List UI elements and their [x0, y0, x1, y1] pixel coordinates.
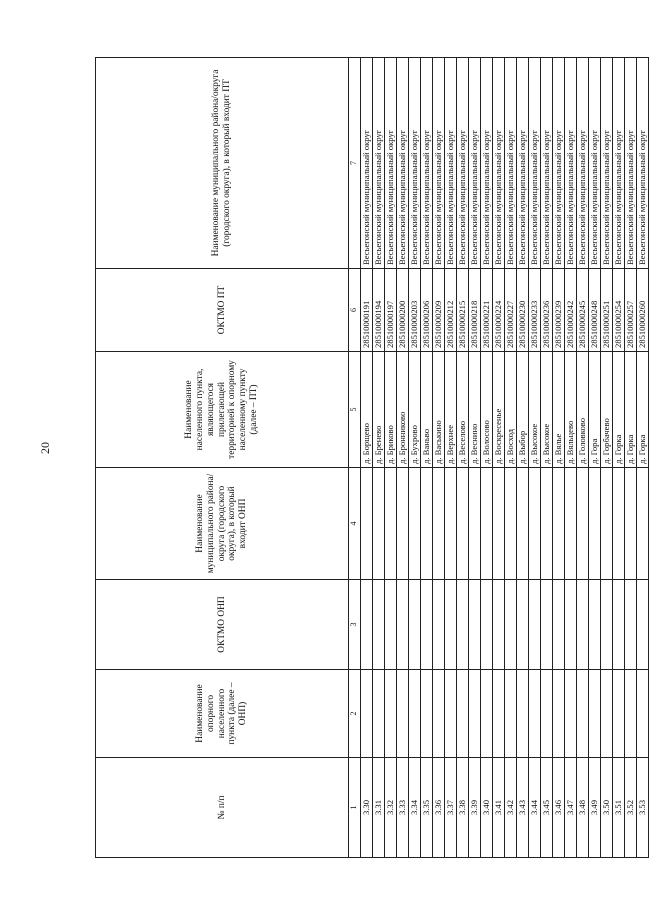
- pt-oktmo-cell: 28510000257: [625, 269, 637, 352]
- row-number-cell: 3.32: [385, 758, 397, 858]
- onp-oktmo-cell: [421, 580, 433, 670]
- table-row: [481, 58, 493, 858]
- pt-oktmo-cell: 28510000212: [445, 269, 457, 352]
- header-cell: ОКТМО ОНП: [96, 580, 349, 670]
- onp-name-cell: [385, 670, 397, 758]
- pt-name-cell: д. Васькино: [433, 352, 445, 468]
- column-number: 2: [349, 670, 361, 758]
- onp-district-cell: [613, 468, 625, 580]
- header-cell: Наименование населенного пункта, являющегося прилегающей территорией к опорному населенному пункту (далее – ПТ): [96, 352, 349, 468]
- onp-district-cell: [481, 468, 493, 580]
- onp-oktmo-cell: [505, 580, 517, 670]
- pt-oktmo-cell: 28510000191: [361, 269, 373, 352]
- row-number-cell: 3.39: [469, 758, 481, 858]
- pt-name-cell: д. Высокое: [541, 352, 553, 468]
- onp-name-cell: [421, 670, 433, 758]
- pt-district-cell: Весьегонский муниципальный округ: [505, 58, 517, 269]
- pt-name-cell: д. Горбачево: [601, 352, 613, 468]
- pt-name-cell: д. Волосово: [481, 352, 493, 468]
- pt-oktmo-cell: 28510000248: [589, 269, 601, 352]
- pt-name-cell: д. Вялье: [553, 352, 565, 468]
- pt-district-cell: Весьегонский муниципальный округ: [481, 58, 493, 269]
- pt-district-cell: Весьегонский муниципальный округ: [529, 58, 541, 269]
- pt-oktmo-cell: 28510000224: [493, 269, 505, 352]
- header-cell: Наименование муниципального района/округа (городского округа), в который входит ОНП: [96, 468, 349, 580]
- table-row: [397, 58, 409, 858]
- settlements-table: [95, 57, 649, 858]
- onp-district-cell: [385, 468, 397, 580]
- onp-oktmo-cell: [625, 580, 637, 670]
- onp-oktmo-cell: [385, 580, 397, 670]
- page-number: 20: [38, 442, 52, 454]
- pt-district-cell: Весьегонский муниципальный округ: [409, 58, 421, 269]
- onp-name-cell: [445, 670, 457, 758]
- column-number: 5: [349, 352, 361, 468]
- pt-oktmo-cell: 28510000194: [373, 269, 385, 352]
- pt-oktmo-cell: 28510000206: [421, 269, 433, 352]
- onp-oktmo-cell: [493, 580, 505, 670]
- pt-name-cell: д. Ваньво: [421, 352, 433, 468]
- onp-name-cell: [589, 670, 601, 758]
- column-number: 6: [349, 269, 361, 352]
- onp-name-cell: [637, 670, 649, 758]
- pt-name-cell: д. Горка: [625, 352, 637, 468]
- table-row: [361, 58, 373, 858]
- row-number-cell: 3.43: [517, 758, 529, 858]
- pt-district-cell: Весьегонский муниципальный округ: [601, 58, 613, 269]
- pt-name-cell: д. Восход: [505, 352, 517, 468]
- pt-district-cell: Весьегонский муниципальный округ: [385, 58, 397, 269]
- onp-name-cell: [541, 670, 553, 758]
- table-row: [517, 58, 529, 858]
- onp-district-cell: [517, 468, 529, 580]
- onp-district-cell: [565, 468, 577, 580]
- onp-name-cell: [565, 670, 577, 758]
- pt-district-cell: Весьегонский муниципальный округ: [445, 58, 457, 269]
- pt-oktmo-cell: 28510000209: [433, 269, 445, 352]
- onp-name-cell: [361, 670, 373, 758]
- pt-oktmo-cell: 28510000203: [409, 269, 421, 352]
- onp-oktmo-cell: [613, 580, 625, 670]
- pt-name-cell: д. Высокое: [529, 352, 541, 468]
- table-row: [601, 58, 613, 858]
- row-number-cell: 3.49: [589, 758, 601, 858]
- onp-district-cell: [457, 468, 469, 580]
- pt-name-cell: д. Головково: [577, 352, 589, 468]
- pt-oktmo-cell: 28510000230: [517, 269, 529, 352]
- pt-name-cell: д. Борщево: [361, 352, 373, 468]
- table-body: [361, 58, 649, 858]
- row-number-cell: 3.37: [445, 758, 457, 858]
- row-number-cell: 3.51: [613, 758, 625, 858]
- row-number-cell: 3.44: [529, 758, 541, 858]
- onp-district-cell: [409, 468, 421, 580]
- pt-district-cell: Весьегонский муниципальный округ: [421, 58, 433, 269]
- rotated-table-wrapper: [95, 58, 647, 858]
- pt-district-cell: Весьегонский муниципальный округ: [517, 58, 529, 269]
- onp-district-cell: [577, 468, 589, 580]
- onp-name-cell: [505, 670, 517, 758]
- pt-district-cell: Весьегонский муниципальный округ: [577, 58, 589, 269]
- onp-oktmo-cell: [409, 580, 421, 670]
- onp-name-cell: [529, 670, 541, 758]
- onp-name-cell: [625, 670, 637, 758]
- table-row: [541, 58, 553, 858]
- onp-district-cell: [541, 468, 553, 580]
- table-row: [637, 58, 649, 858]
- row-number-cell: 3.35: [421, 758, 433, 858]
- header-row: [96, 58, 349, 858]
- onp-oktmo-cell: [589, 580, 601, 670]
- row-number-cell: 3.36: [433, 758, 445, 858]
- onp-name-cell: [433, 670, 445, 758]
- onp-oktmo-cell: [397, 580, 409, 670]
- pt-district-cell: Весьегонский муниципальный округ: [493, 58, 505, 269]
- onp-oktmo-cell: [529, 580, 541, 670]
- pt-name-cell: д. Воскресенье: [493, 352, 505, 468]
- row-number-cell: 3.30: [361, 758, 373, 858]
- pt-name-cell: д. Бриково: [385, 352, 397, 468]
- row-number-cell: 3.33: [397, 758, 409, 858]
- onp-name-cell: [457, 670, 469, 758]
- onp-district-cell: [433, 468, 445, 580]
- onp-name-cell: [601, 670, 613, 758]
- pt-oktmo-cell: 28510000245: [577, 269, 589, 352]
- pt-name-cell: д. Горка: [637, 352, 649, 468]
- onp-oktmo-cell: [637, 580, 649, 670]
- row-number-cell: 3.42: [505, 758, 517, 858]
- pt-district-cell: Весьегонский муниципальный округ: [565, 58, 577, 269]
- onp-district-cell: [589, 468, 601, 580]
- pt-oktmo-cell: 28510000215: [457, 269, 469, 352]
- onp-district-cell: [397, 468, 409, 580]
- onp-name-cell: [553, 670, 565, 758]
- onp-oktmo-cell: [373, 580, 385, 670]
- onp-oktmo-cell: [553, 580, 565, 670]
- pt-oktmo-cell: 28510000200: [397, 269, 409, 352]
- onp-district-cell: [505, 468, 517, 580]
- pt-district-cell: Весьегонский муниципальный округ: [361, 58, 373, 269]
- pt-district-cell: Весьегонский муниципальный округ: [457, 58, 469, 269]
- onp-oktmo-cell: [433, 580, 445, 670]
- onp-name-cell: [577, 670, 589, 758]
- table-row: [625, 58, 637, 858]
- table-row: [457, 58, 469, 858]
- onp-oktmo-cell: [577, 580, 589, 670]
- pt-name-cell: д. Бухрово: [409, 352, 421, 468]
- pt-name-cell: д. Горка: [613, 352, 625, 468]
- onp-name-cell: [613, 670, 625, 758]
- row-number-cell: 3.45: [541, 758, 553, 858]
- pt-name-cell: д. Веселово: [457, 352, 469, 468]
- pt-oktmo-cell: 28510000239: [553, 269, 565, 352]
- pt-district-cell: Весьегонский муниципальный округ: [373, 58, 385, 269]
- table-row: [421, 58, 433, 858]
- table-row: [469, 58, 481, 858]
- onp-name-cell: [517, 670, 529, 758]
- onp-district-cell: [637, 468, 649, 580]
- onp-district-cell: [601, 468, 613, 580]
- pt-oktmo-cell: 28510000218: [469, 269, 481, 352]
- table-row: [589, 58, 601, 858]
- pt-name-cell: д. Гора: [589, 352, 601, 468]
- onp-oktmo-cell: [517, 580, 529, 670]
- pt-oktmo-cell: 28510000236: [541, 269, 553, 352]
- pt-district-cell: Весьегонский муниципальный округ: [469, 58, 481, 269]
- pt-district-cell: Весьегонский муниципальный округ: [433, 58, 445, 269]
- pt-district-cell: Весьегонский муниципальный округ: [589, 58, 601, 269]
- table-row: [529, 58, 541, 858]
- onp-oktmo-cell: [361, 580, 373, 670]
- table-row: [409, 58, 421, 858]
- row-number-cell: 3.48: [577, 758, 589, 858]
- table-row: [493, 58, 505, 858]
- column-number: 1: [349, 758, 361, 858]
- table-row: [433, 58, 445, 858]
- pt-district-cell: Весьегонский муниципальный округ: [625, 58, 637, 269]
- header-cell: Наименование опорного населенного пункта (далее – ОНП): [96, 670, 349, 758]
- onp-name-cell: [373, 670, 385, 758]
- column-number: 3: [349, 580, 361, 670]
- pt-name-cell: д. Бренево: [373, 352, 385, 468]
- table-row: [565, 58, 577, 858]
- row-number-cell: 3.34: [409, 758, 421, 858]
- table-row: [613, 58, 625, 858]
- onp-oktmo-cell: [541, 580, 553, 670]
- onp-district-cell: [553, 468, 565, 580]
- onp-district-cell: [625, 468, 637, 580]
- onp-district-cell: [373, 468, 385, 580]
- onp-oktmo-cell: [457, 580, 469, 670]
- row-number-cell: 3.50: [601, 758, 613, 858]
- pt-oktmo-cell: 28510000260: [637, 269, 649, 352]
- pt-district-cell: Весьегонский муниципальный округ: [613, 58, 625, 269]
- onp-oktmo-cell: [481, 580, 493, 670]
- pt-oktmo-cell: 28510000251: [601, 269, 613, 352]
- pt-name-cell: д. Верхнее: [445, 352, 457, 468]
- pt-oktmo-cell: 28510000233: [529, 269, 541, 352]
- header-cell: ОКТМО ПТ: [96, 269, 349, 352]
- row-number-cell: 3.38: [457, 758, 469, 858]
- onp-name-cell: [397, 670, 409, 758]
- pt-district-cell: Весьегонский муниципальный округ: [397, 58, 409, 269]
- row-number-cell: 3.31: [373, 758, 385, 858]
- table-row: [505, 58, 517, 858]
- table-row: [385, 58, 397, 858]
- onp-district-cell: [361, 468, 373, 580]
- onp-district-cell: [493, 468, 505, 580]
- header-cell: Наименование муниципального района/округа (городского округа), в который входит ПТ: [96, 58, 349, 269]
- pt-name-cell: д. Веснино: [469, 352, 481, 468]
- pt-oktmo-cell: 28510000242: [565, 269, 577, 352]
- onp-name-cell: [409, 670, 421, 758]
- column-number: 4: [349, 468, 361, 580]
- onp-district-cell: [421, 468, 433, 580]
- header-cell: № п/п: [96, 758, 349, 858]
- table-row: [577, 58, 589, 858]
- table-row: [373, 58, 385, 858]
- onp-district-cell: [529, 468, 541, 580]
- row-number-cell: 3.47: [565, 758, 577, 858]
- pt-district-cell: Весьегонский муниципальный округ: [637, 58, 649, 269]
- onp-oktmo-cell: [601, 580, 613, 670]
- onp-district-cell: [469, 468, 481, 580]
- table-row: [445, 58, 457, 858]
- row-number-cell: 3.41: [493, 758, 505, 858]
- pt-name-cell: д. Выбор: [517, 352, 529, 468]
- column-number: 7: [349, 58, 361, 269]
- pt-oktmo-cell: 28510000227: [505, 269, 517, 352]
- row-number-cell: 3.46: [553, 758, 565, 858]
- pt-oktmo-cell: 28510000197: [385, 269, 397, 352]
- pt-district-cell: Весьегонский муниципальный округ: [541, 58, 553, 269]
- pt-name-cell: д. Вяльцево: [565, 352, 577, 468]
- pt-oktmo-cell: 28510000221: [481, 269, 493, 352]
- row-number-cell: 3.52: [625, 758, 637, 858]
- table-row: [553, 58, 565, 858]
- onp-name-cell: [481, 670, 493, 758]
- pt-name-cell: д. Бронниково: [397, 352, 409, 468]
- pt-district-cell: Весьегонский муниципальный округ: [553, 58, 565, 269]
- onp-district-cell: [445, 468, 457, 580]
- onp-oktmo-cell: [565, 580, 577, 670]
- onp-oktmo-cell: [445, 580, 457, 670]
- row-number-cell: 3.40: [481, 758, 493, 858]
- pt-oktmo-cell: 28510000254: [613, 269, 625, 352]
- onp-name-cell: [493, 670, 505, 758]
- row-number-cell: 3.53: [637, 758, 649, 858]
- onp-name-cell: [469, 670, 481, 758]
- onp-oktmo-cell: [469, 580, 481, 670]
- column-number-row: [349, 58, 361, 858]
